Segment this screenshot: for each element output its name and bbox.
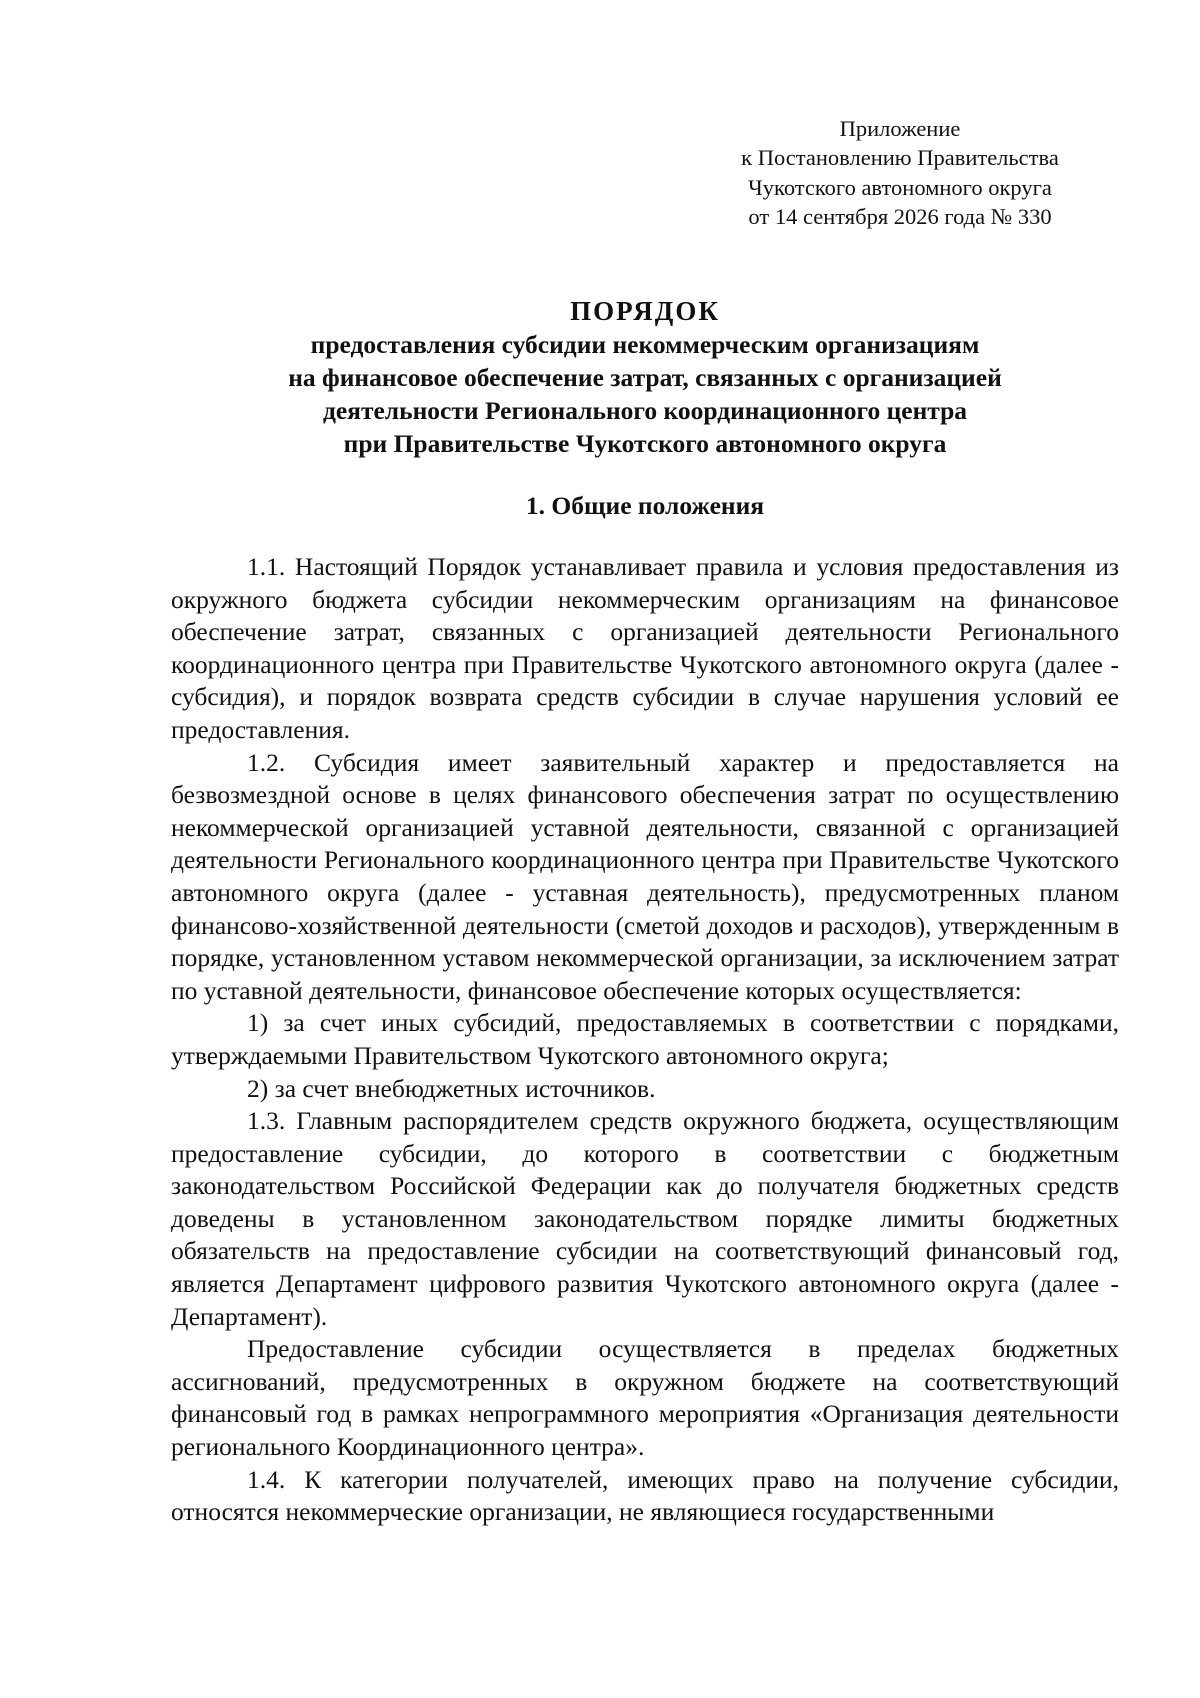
attachment-line: к Постановлению Правительства	[741, 145, 1059, 171]
document-title-block	[170, 294, 1120, 460]
document-subtitle	[170, 328, 1120, 460]
subtitle-line: деятельности Регионального координационного центра	[322, 396, 968, 425]
attachment-line: Приложение	[839, 116, 961, 141]
section-heading: 1. Общие положения	[525, 491, 765, 520]
paragraph-1-2-item-2: 2) за счет внебюджетных источников.	[247, 1073, 656, 1103]
subtitle-line: на финансовое обеспечение затрат, связанных с организацией	[288, 363, 1002, 392]
paragraph-1-3-continued: Предоставление субсидии осуществляется в пределах бюджетных ассигнований, предусмотренных в окружном бюджете на соответствующий финансовый год в рамках непрограммного мероприятия «Организация деятельности регионального Координационного центра».	[171, 1334, 1119, 1462]
document-body	[171, 551, 1119, 1529]
paragraph-1-3: 1.3. Главным распорядителем средств окружного бюджета, осуществляющим предоставление субсидии, до которого в соответствии с бюджетным законодательством Российской Федерации как до получателя бюджетных средств доведены в установленном законодательством порядке лимиты бюджетных обязательств на предоставление субсидии на соответствующий финансовый год, является Департамент цифрового развития Чукотского автономного округа (далее - Департамент).	[171, 1106, 1119, 1331]
paragraph-1-4: 1.4. К категории получателей, имеющих право на получение субсидии, относятся некоммерческие организации, не являющиеся государственными	[171, 1464, 1119, 1527]
attachment-header	[735, 114, 1065, 231]
paragraph-1-2-item-1: 1) за счет иных субсидий, предоставляемых в соответствии с порядками, утверждаемыми Правительством Чукотского автономного округа;	[171, 1008, 1119, 1070]
subtitle-line: при Правительстве Чукотского автономного округа	[343, 429, 947, 458]
attachment-line: от 14 сентября 2026 года № 330	[748, 203, 1052, 229]
subtitle-line: предоставления субсидии некоммерческим организациям	[310, 330, 980, 359]
paragraph-1-2: 1.2. Субсидия имеет заявительный характер и предоставляется на безвозмездной основе в целях финансового обеспечения затрат по осуществлению некоммерческой организацией уставной деятельности, связанной с организацией деятельности Регионального координационного центра при Правительстве Чукотского автономного округа (далее - уставная деятельность), предусмотренных планом финансово-хозяйственной деятельности (сметой доходов и расходов), утвержденным в порядке, установленном уставом некоммерческой организации, за исключением затрат по уставной деятельности, финансовое обеспечение которых осуществляется:	[171, 747, 1119, 1005]
attachment-line: Чукотского автономного округа	[748, 174, 1052, 200]
document-title: ПОРЯДОК	[570, 296, 720, 326]
paragraph-1-1: 1.1. Настоящий Порядок устанавливает правила и условия предоставления из окружного бюджета субсидии некоммерческим организациям на финансовое обеспечение затрат, связанных с организацией деятельности Регионального координационного центра при Правительстве Чукотского автономного округа (далее - субсидия), и порядок возврата средств субсидии в случае нарушения условий ее предоставления.	[171, 552, 1119, 744]
